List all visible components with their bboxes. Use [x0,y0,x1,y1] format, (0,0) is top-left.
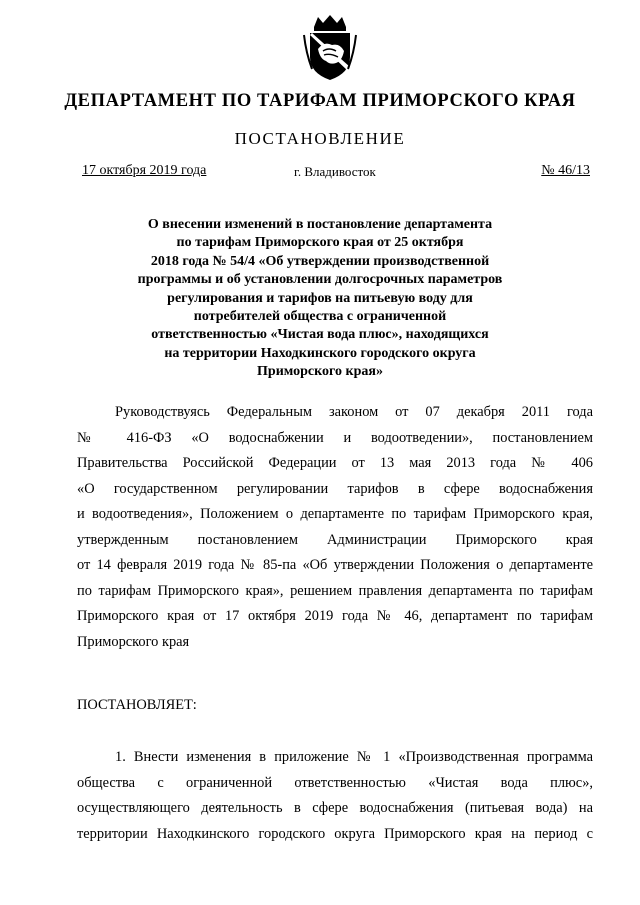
document-type: ПОСТАНОВЛЕНИЕ [234,129,406,148]
text-line: и водоотведения», Положением о департаменте по тарифам Приморского края, [77,506,593,522]
document-city: г. Владивосток [294,164,376,179]
document-number: № 46/13 [541,163,590,178]
subject-line: Приморского края» [257,364,383,380]
document-date: 17 октября 2019 года [82,163,207,178]
text-line: утвержденным постановлением Администрации Приморского края [77,531,593,548]
subject-line: программы и об установлении долгосрочных параметров [137,272,503,288]
text-line: от 14 февраля 2019 года № 85-па «Об утверждении Положения о департаменте [77,557,593,573]
coat-of-arms-icon [296,13,364,83]
subject-line: по тарифам Приморского края от 25 октября [176,235,464,251]
text-line: Приморского края от 17 октября 2019 года № 46, департамент по тарифам [77,608,593,624]
text-line: № 416-ФЗ «О водоснабжении и водоотведении», постановлением [77,429,593,446]
text-line: Правительства Российской Федерации от 13 мая 2013 года № 406 [77,455,593,471]
subject-line: на территории Находкинского городского округа [164,345,476,361]
subject-line: ответственностью «Чистая вода плюс», находящихся [151,327,489,343]
document-subject [70,216,570,382]
subject-line: О внесении изменений в постановление департамента [147,217,493,232]
department-name: ДЕПАРТАМЕНТ ПО ТАРИФАМ ПРИМОРСКОГО КРАЯ [64,91,576,111]
resolves-heading: ПОСТАНОВЛЯЕТ: [77,697,197,713]
text-line: общества с ограниченной ответственностью «Чистая вода плюс», [77,774,593,791]
item-1-paragraph [77,745,593,847]
text-line: осуществляющего деятельность в сфере водоснабжения (питьевая вода) на [77,800,593,816]
subject-line: потребителей общества с ограниченной [193,309,447,325]
text-line: Приморского края [77,633,190,650]
text-line: территории Находкинского городского округа Приморского края на период с [77,825,593,842]
text-line: Руководствуясь Федеральным законом от 07 декабря 2011 года [115,404,593,420]
text-line: 1. Внести изменения в приложение № 1 «Производственная программа [115,749,593,765]
text-line: по тарифам Приморского края», решением правления департамента по тарифам [77,582,593,599]
subject-line: регулирования и тарифов на питьевую воду для [167,290,473,306]
preamble-paragraph [77,400,593,655]
text-line: «О государственном регулировании тарифов в сфере водоснабжения [77,480,593,497]
subject-line: 2018 года № 54/4 «Об утверждении производственной [150,253,490,269]
